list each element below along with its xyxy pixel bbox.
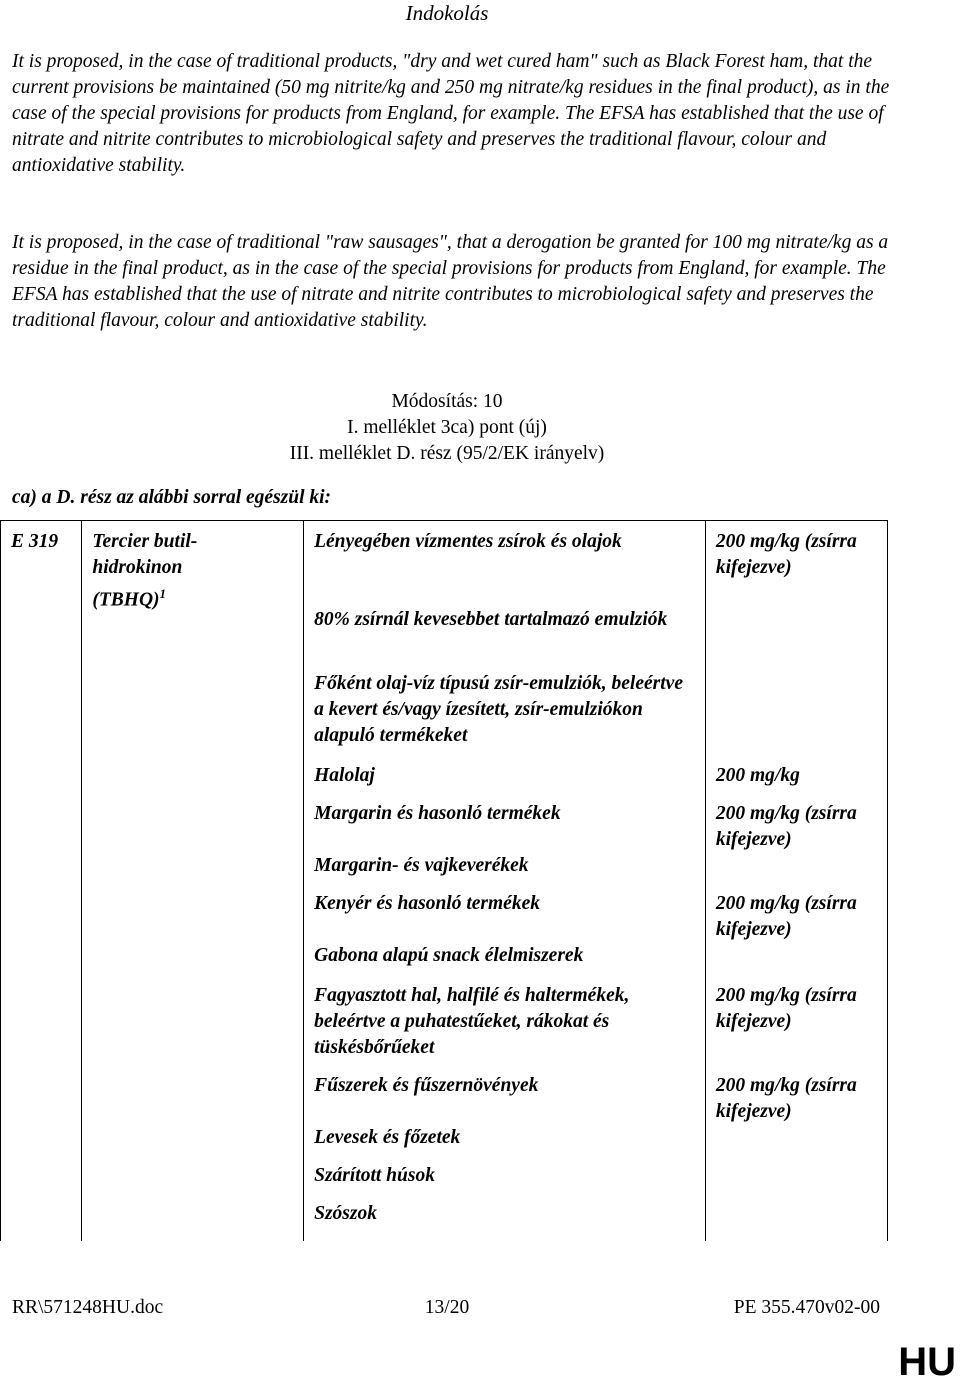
footer-doc-ref: RR\571248HU.doc — [12, 1297, 164, 1318]
footer-page-number: 13/20 — [424, 1297, 470, 1318]
foods-cell — [304, 521, 706, 1242]
food-item: Szárított húsok — [314, 1165, 435, 1186]
table-row — [1, 521, 888, 1242]
limit-item: 200 mg/kg (zsírra kifejezve) — [715, 1075, 857, 1122]
additive-name-cell — [82, 521, 304, 1242]
limits-cell — [705, 521, 887, 1242]
additive-table — [0, 520, 888, 1241]
food-item: Szószok — [314, 1203, 377, 1224]
additive-name-line: hidrokinon — [92, 557, 183, 578]
section-heading: Indokolás — [405, 1, 489, 25]
additive-abbrev: (TBHQ) — [92, 589, 160, 611]
food-item: Gabona alapú snack élelmiszerek — [314, 945, 584, 966]
justification-paragraph-2: It is proposed, in the case of traditional "raw sausages", that a derogation be granted for 100 mg nitrate/kg as a residue in the final product, as in the case of the special provisions for products from England, for example. The EFSA has established that the use of nitrate and nitrite contributes to microbiological safety and preserves the traditional flavour, colour and antioxidative stability. — [12, 232, 889, 331]
food-item: Levesek és főzetek — [314, 1127, 461, 1148]
limit-item: 200 mg/kg (zsírra kifejezve) — [715, 803, 857, 850]
food-item: Lényegében vízmentes zsírok és olajok — [314, 531, 622, 552]
justification-paragraph-1: It is proposed, in the case of traditional products, "dry and wet cured ham" such as Black Forest ham, that the current provisions be maintained (50 mg nitrite/kg and 250 mg nitrate/kg residues in the final product), as in the case of the special provisions for products from England, for example. The EFSA has established that the use of nitrate and nitrite contributes to microbiological safety and preserves the traditional flavour, colour and antioxidative stability. — [12, 51, 890, 176]
footnote-marker: 1 — [159, 586, 167, 601]
food-item: Margarin és hasonló termékek — [314, 803, 561, 824]
food-item: Főként olaj-víz típusú zsír-emulziók, beleértve a kevert és/vagy ízesített, zsír-emulziókon alapuló termékeket — [314, 673, 683, 746]
amendment-number: Módosítás: 10 — [391, 391, 503, 412]
amendment-annex-ref: I. melléklet 3ca) pont (új) — [347, 417, 547, 438]
food-item: Margarin- és vajkeverékek — [314, 855, 529, 876]
additive-name-line: Tercier butil- — [92, 531, 198, 552]
amendment-directive-ref: III. melléklet D. rész (95/2/EK irányelv) — [289, 443, 605, 464]
food-item: Fűszerek és fűszernövények — [314, 1075, 539, 1096]
additive-code: E 319 — [11, 531, 59, 552]
limit-item: 200 mg/kg — [715, 765, 800, 786]
language-code: HU — [898, 1340, 956, 1384]
additive-name-line — [92, 581, 293, 614]
food-item: 80% zsírnál kevesebbet tartalmazó emulziók — [314, 609, 668, 630]
food-item: Kenyér és hasonló termékek — [314, 893, 540, 914]
food-item: Halolaj — [314, 765, 375, 786]
limit-item: 200 mg/kg (zsírra kifejezve) — [715, 531, 857, 578]
additive-code-cell — [1, 521, 82, 1242]
footer-pe-ref: PE 355.470v02-00 — [733, 1297, 880, 1318]
limit-item: 200 mg/kg (zsírra kifejezve) — [715, 893, 857, 940]
limit-item: 200 mg/kg (zsírra kifejezve) — [715, 985, 857, 1032]
food-item: Fagyasztott hal, halfilé és haltermékek, beleértve a puhatestűeket, rákokat és tüskésbőrűeket — [314, 985, 630, 1058]
table-intro: ca) a D. rész az alábbi sorral egészül ki: — [12, 487, 332, 508]
